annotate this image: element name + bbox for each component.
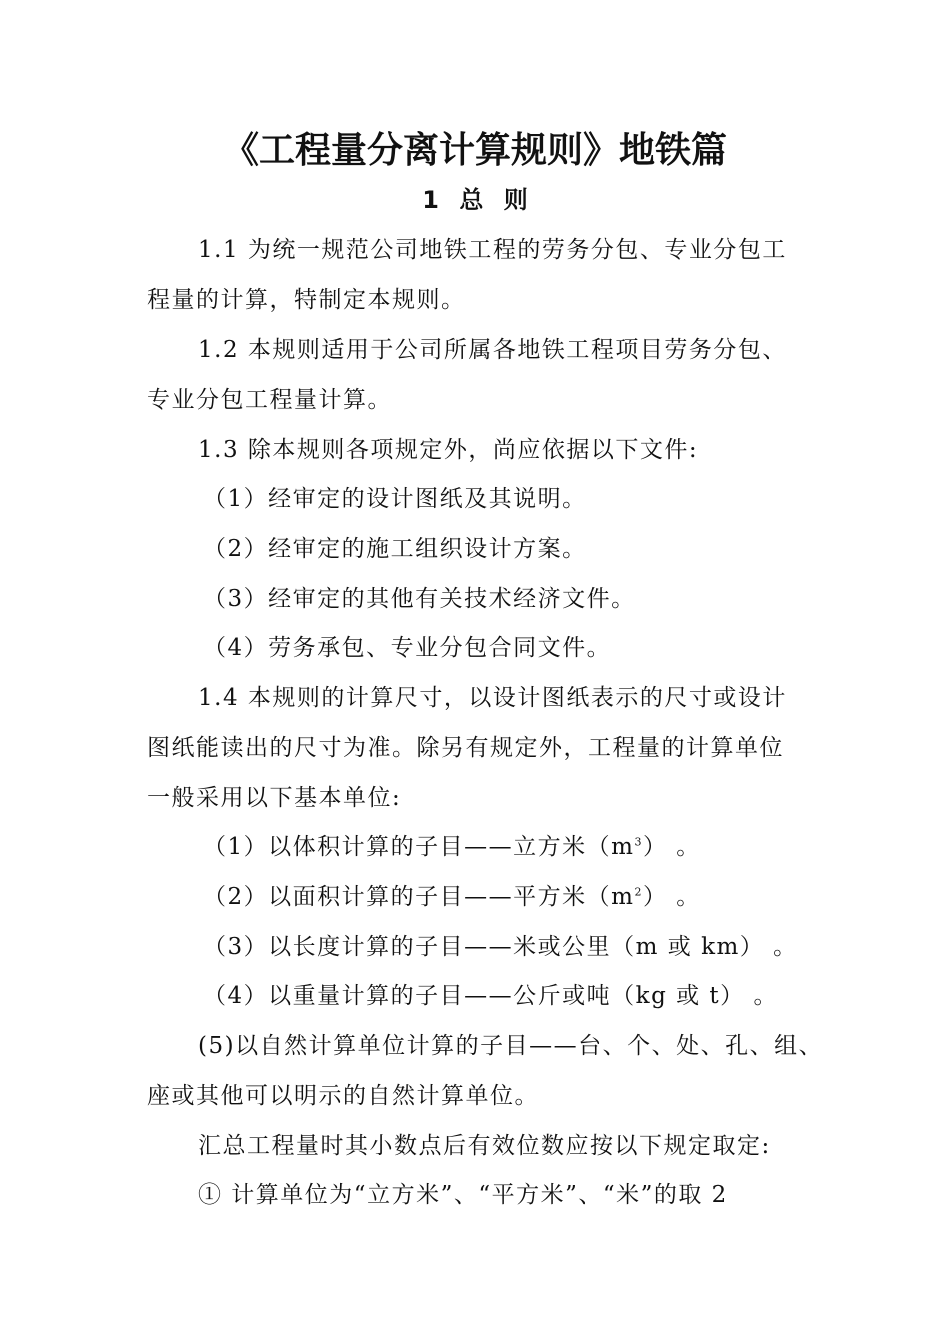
rounding-rule-1: ① 计算单位为“立方米”、“平方米”、“米”的取 2 — [198, 1182, 728, 1208]
clause-1-2-line-1: 1.2 本规则适用于公司所属各地铁工程项目劳务分包、 — [198, 337, 787, 363]
unit-item-natural-line-1: (5)以自然计算单位计算的子目——台、个、处、孔、组、 — [198, 1033, 824, 1059]
unit-item-volume — [203, 822, 863, 872]
unit-volume-superscript: 3 — [634, 835, 643, 849]
unit-item-natural-line-2: 座或其他可以明示的自然计算单位。 — [147, 1083, 539, 1109]
rounding-intro: 汇总工程量时其小数点后有效位数应按以下规定取定: — [198, 1133, 771, 1159]
list-item: （2）经审定的施工组织设计方案。 — [203, 536, 587, 562]
list-item: （4）劳务承包、专业分包合同文件。 — [203, 635, 612, 661]
unit-volume-text: （1）以体积计算的子目——立方米（m — [203, 834, 635, 860]
unit-area-tail: ） 。 — [642, 884, 701, 910]
list-item: （3）经审定的其他有关技术经济文件。 — [203, 586, 636, 612]
clause-1-3: 1.3 除本规则各项规定外，尚应依据以下文件: — [198, 437, 699, 463]
clause-1-1-line-2: 程量的计算，特制定本规则。 — [147, 287, 466, 313]
unit-item-weight: （4）以重量计算的子目——公斤或吨（kg 或 t） 。 — [203, 983, 778, 1009]
unit-item-length: （3）以长度计算的子目——米或公里（m 或 km） 。 — [203, 934, 798, 960]
clause-1-2-line-2: 专业分包工程量计算。 — [147, 387, 392, 413]
clause-1-1-line-1: 1.1 为统一规范公司地铁工程的劳务分包、专业分包工 — [198, 237, 787, 263]
unit-item-area — [203, 872, 863, 922]
unit-area-superscript: 2 — [634, 885, 643, 899]
clause-1-4-line-3: 一般采用以下基本单位: — [147, 785, 402, 811]
document-title: 《工程量分离计算规则》地铁篇 — [222, 130, 727, 171]
clause-1-4-line-1: 1.4 本规则的计算尺寸，以设计图纸表示的尺寸或设计 — [198, 685, 787, 711]
clause-1-4-line-2: 图纸能读出的尺寸为准。除另有规定外，工程量的计算单位 — [147, 735, 784, 761]
list-item: （1）经审定的设计图纸及其说明。 — [203, 486, 587, 512]
unit-area-text: （2）以面积计算的子目——平方米（m — [203, 884, 635, 910]
unit-volume-tail: ） 。 — [642, 834, 701, 860]
section-heading: 1 总 则 — [422, 186, 528, 214]
